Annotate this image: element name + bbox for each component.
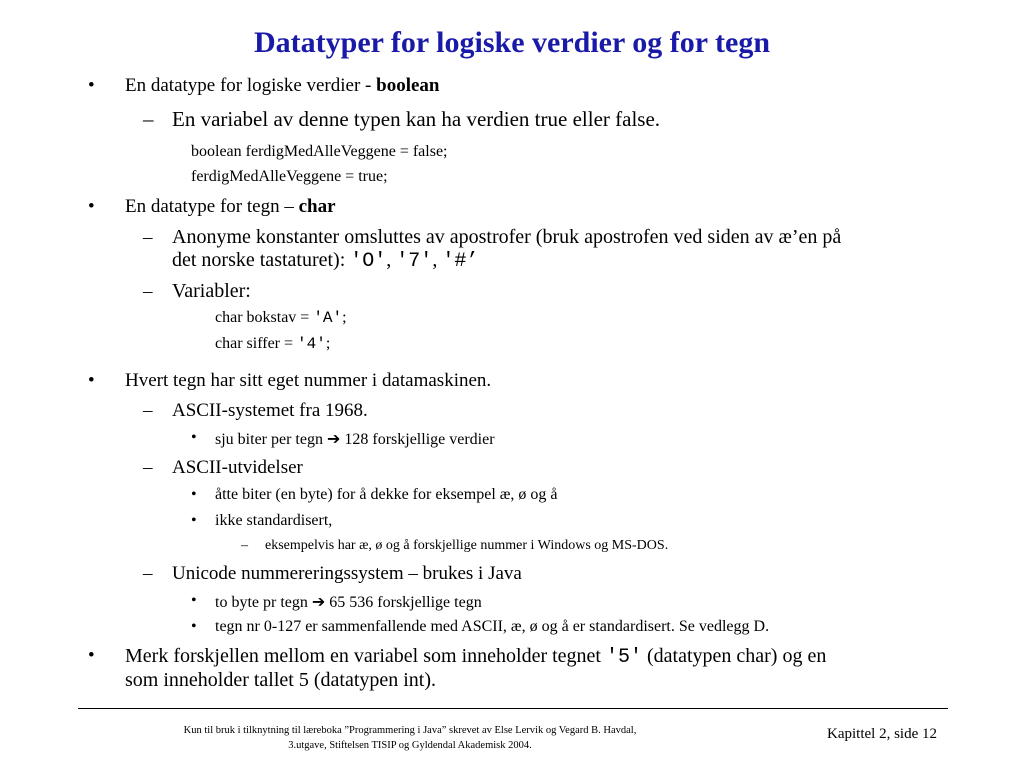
dash-marker: – [143, 281, 153, 302]
char-literal: '5' [605, 646, 642, 669]
dash-marker: – [143, 457, 153, 478]
code-text: char siffer = [215, 335, 298, 352]
text-span: (datatypen char) og en [641, 645, 827, 667]
dash-marker: – [143, 563, 153, 584]
char-literal: '7' [396, 250, 433, 273]
bullet-marker: • [88, 370, 95, 391]
bullet-text: En datatype for logiske verdier - [125, 75, 377, 96]
code-text: ; [342, 309, 347, 326]
dash-marker: – [143, 227, 153, 248]
bullet-marker: • [88, 645, 95, 666]
char-literal: '#’ [442, 250, 479, 273]
dash-marker: – [143, 107, 154, 131]
code-text: char bokstav = [215, 309, 314, 326]
code-line: ferdigMedAlleVeggene = true; [191, 168, 388, 185]
sub-ascii: ASCII-systemet fra 1968. [172, 400, 368, 421]
code-line [215, 335, 330, 353]
bullet-marker: • [191, 592, 197, 609]
ext-nonstandard: ikke standardisert, [215, 512, 333, 529]
char-literal: '4' [297, 335, 326, 353]
bullet-text: En datatype for tegn – [125, 196, 299, 217]
text-span: 65 536 forskjellige tegn [325, 594, 482, 611]
ascii-bits [215, 429, 495, 449]
bullet-difference-line2: som inneholder tallet 5 (datatypen int). [125, 669, 437, 691]
bullet-numbers: Hvert tegn har sitt eget nummer i datamaskinen. [125, 370, 492, 391]
arrow-icon: ➔ [311, 594, 326, 611]
dash-marker: – [241, 538, 248, 553]
bullet-boolean [125, 75, 440, 97]
sub-ascii-ext: ASCII-utvidelser [172, 457, 303, 478]
separator: , [432, 249, 443, 271]
sub-unicode: Unicode nummereringssystem – brukes i Java [172, 563, 522, 584]
code-line [215, 309, 347, 327]
bullet-bold: boolean [376, 75, 440, 96]
sub-boolean-values: En variabel av denne typen kan ha verdien true eller false. [172, 107, 661, 131]
text-span: det norske tastaturet): [172, 249, 351, 271]
bullet-marker: • [191, 618, 197, 635]
text-span: sju biter per tegn [215, 431, 327, 448]
dash-marker: – [143, 400, 153, 421]
footer-divider [78, 708, 948, 709]
slide-title: Datatyper for logiske verdier og for tegn [253, 26, 771, 59]
separator: , [386, 249, 397, 271]
unicode-range: tegn nr 0-127 er sammenfallende med ASCII, æ, ø og å er standardisert. Se vedlegg D. [215, 618, 770, 635]
bullet-bold: char [298, 196, 336, 217]
bullet-marker: • [88, 196, 95, 217]
bullet-difference-line1 [125, 645, 826, 669]
text-span: Merk forskjellen mellom en variabel som inneholder tegnet [125, 645, 606, 667]
bullet-marker: • [88, 75, 95, 96]
text-span: 128 forskjellige verdier [340, 431, 495, 448]
bullet-marker: • [191, 512, 197, 529]
ext-example: eksempelvis har æ, ø og å forskjellige nummer i Windows og MS-DOS. [265, 538, 669, 553]
sub-char-variables: Variabler: [172, 280, 251, 302]
bullet-char [125, 196, 336, 218]
code-line: boolean ferdigMedAlleVeggene = false; [191, 143, 448, 160]
unicode-bytes [215, 592, 482, 612]
code-text: ; [325, 335, 331, 352]
char-literal: 'O' [350, 250, 387, 273]
footer-copyright [150, 723, 670, 753]
char-literal: 'A' [313, 309, 343, 327]
bullet-marker: • [191, 429, 197, 446]
sub-char-constants-line2 [172, 249, 478, 273]
ext-bits: åtte biter (en byte) for å dekke for eksempel æ, ø og å [215, 486, 558, 503]
page-number: Kapittel 2, side 12 [827, 726, 937, 742]
sub-char-constants-line1: Anonyme konstanter omsluttes av apostrofer (bruk apostrofen ved siden av æ’en på [172, 226, 842, 248]
bullet-marker: • [191, 486, 197, 503]
footer-note-line: Kun til bruk i tilknytning til læreboka ”Programmering i Java” skrevet av Else Lervik og Vegard B. Havdal, [183, 725, 637, 736]
text-span: to byte pr tegn [215, 594, 312, 611]
arrow-icon: ➔ [326, 431, 341, 448]
footer-note-line: 3.utgave, Stiftelsen TISIP og Gyldendal Akademisk 2004. [288, 740, 532, 751]
